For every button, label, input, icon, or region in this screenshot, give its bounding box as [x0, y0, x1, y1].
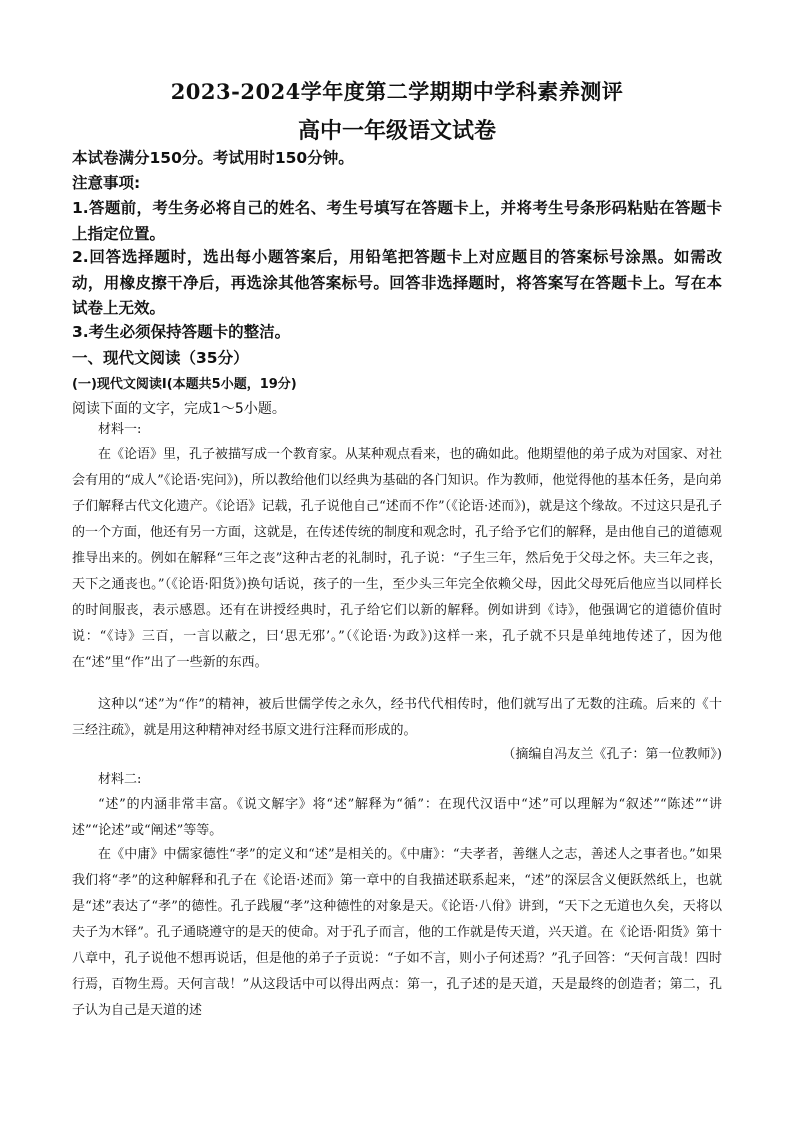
- notes-heading: 注意事项:: [72, 174, 141, 192]
- directive: 阅读下面的文字，完成1～5小题。: [72, 401, 286, 417]
- exam-subtitle: 高中一年级语文试卷: [297, 118, 496, 144]
- material-2-paragraph-2: 在《中庸》中儒家德性“孝”的定义和“述”是相关的。《中庸》：“夫孝者，善继人之志，善述人之事者也。”如果我们将“孝”的这种解释和孔子在《论语·述而》第一章中的自我描述联系起来，“述”的深层含义便跃然纸上，也就是“述”表达了“孝”的德性。孔子践履“孝”这种德性的对象是天。《论语·八佾》讲到，“天下之无道也久矣，天将以夫子为木铎”。孔子通晓遵守的是天的使命。对于孔子而言，他的工作就是传天道，兴天道。在《论语·阳货》第十八章中，孔子说他不想再说话，但是他的弟子子贡说：“子如不言，则小子何述焉？”孔子回答：“天何言哉！四时行焉，百物生焉。天何言哉！”从这段话中可以得出两点：第一，孔子述的是天道，天是最终的创造者；第二，孔子认为自己是天道的述: [72, 847, 722, 1018]
- sub-section-heading: (一)现代文阅读Ⅰ(本题共5小题，19分): [72, 377, 297, 392]
- note-2: 2.回答选择题时，选出每小题答案后，用铅笔把答题卡上对应题目的答案标号涂黑。如需改动，用橡皮擦干净后，再选涂其他答案标号。回答非选择题时，将答案写在答题卡上。写在本试卷上无效。: [72, 248, 722, 317]
- material-1-paragraph-2: 这种以“述”为“作”的精神，被后世儒学传之永久，经书代代相传时，他们就写出了无数的注疏。后来的《十三经注疏》，就是用这种精神对经书原文进行注释而形成的。: [72, 697, 722, 738]
- material-2-paragraph-1: “述”的内涵非常丰富。《说文解字》将“述”解释为“循”：在现代汉语中“述”可以理解为“叙述”“陈述”“讲述”“论述”或“阐述”等等。: [72, 797, 722, 838]
- note-3: 3.考生必须保持答题卡的整洁。: [72, 323, 291, 341]
- material-2-label: 材料二:: [98, 772, 142, 787]
- material-1-label: 材料一:: [98, 422, 142, 437]
- exam-title: 2023-2024学年度第二学期期中学科素养测评: [170, 79, 624, 104]
- score-line: 本试卷满分150分。考试用时150分钟。: [72, 149, 354, 167]
- material-1-source: （摘编自冯友兰《孔子：第一位教师》): [502, 747, 722, 762]
- note-1: 1.答题前，考生务必将自己的姓名、考生号填写在答题卡上，并将考生号条形码粘贴在答题卡上指定位置。: [72, 199, 722, 243]
- section-heading: 一、现代文阅读（35分）: [72, 349, 249, 367]
- material-1-paragraph-1: 在《论语》里，孔子被描写成一个教育家。从某种观点看来，也的确如此。他期望他的弟子成为对国家、对社会有用的“成人”《论语·宪问》)，所以教给他们以经典为基础的各门知识。作为教师，他觉得他的基本任务，是向弟子们解释古代文化遗产。《论语》记载，孔子说他自己“述而不作”（《论语·述而》)，就是这个缘故。不过这只是孔子的一个方面，他还有另一方面，这就是，在传述传统的制度和观念时，孔子给予它们的解释，是由他自己的道德观推导出来的。例如在解释“三年之丧”这种古老的礼制时，孔子说：“子生三年，然后免于父母之怀。夫三年之丧，天下之通丧也。”（《论语·阳货》)换句话说，孩子的一生，至少头三年完全依赖父母，因此父母死后他应当以同样长的时间服丧，表示感恩。还有在讲授经典时，孔子给它们以新的解释。例如讲到《诗》，他强调它的道德价值时说：“《诗》三百，一言以蔽之，曰‘思无邪’。”（《论语·为政》)这样一来，孔子就不只是单纯地传述了，因为他在“述”里“作”出了一些新的东西。: [72, 447, 723, 670]
